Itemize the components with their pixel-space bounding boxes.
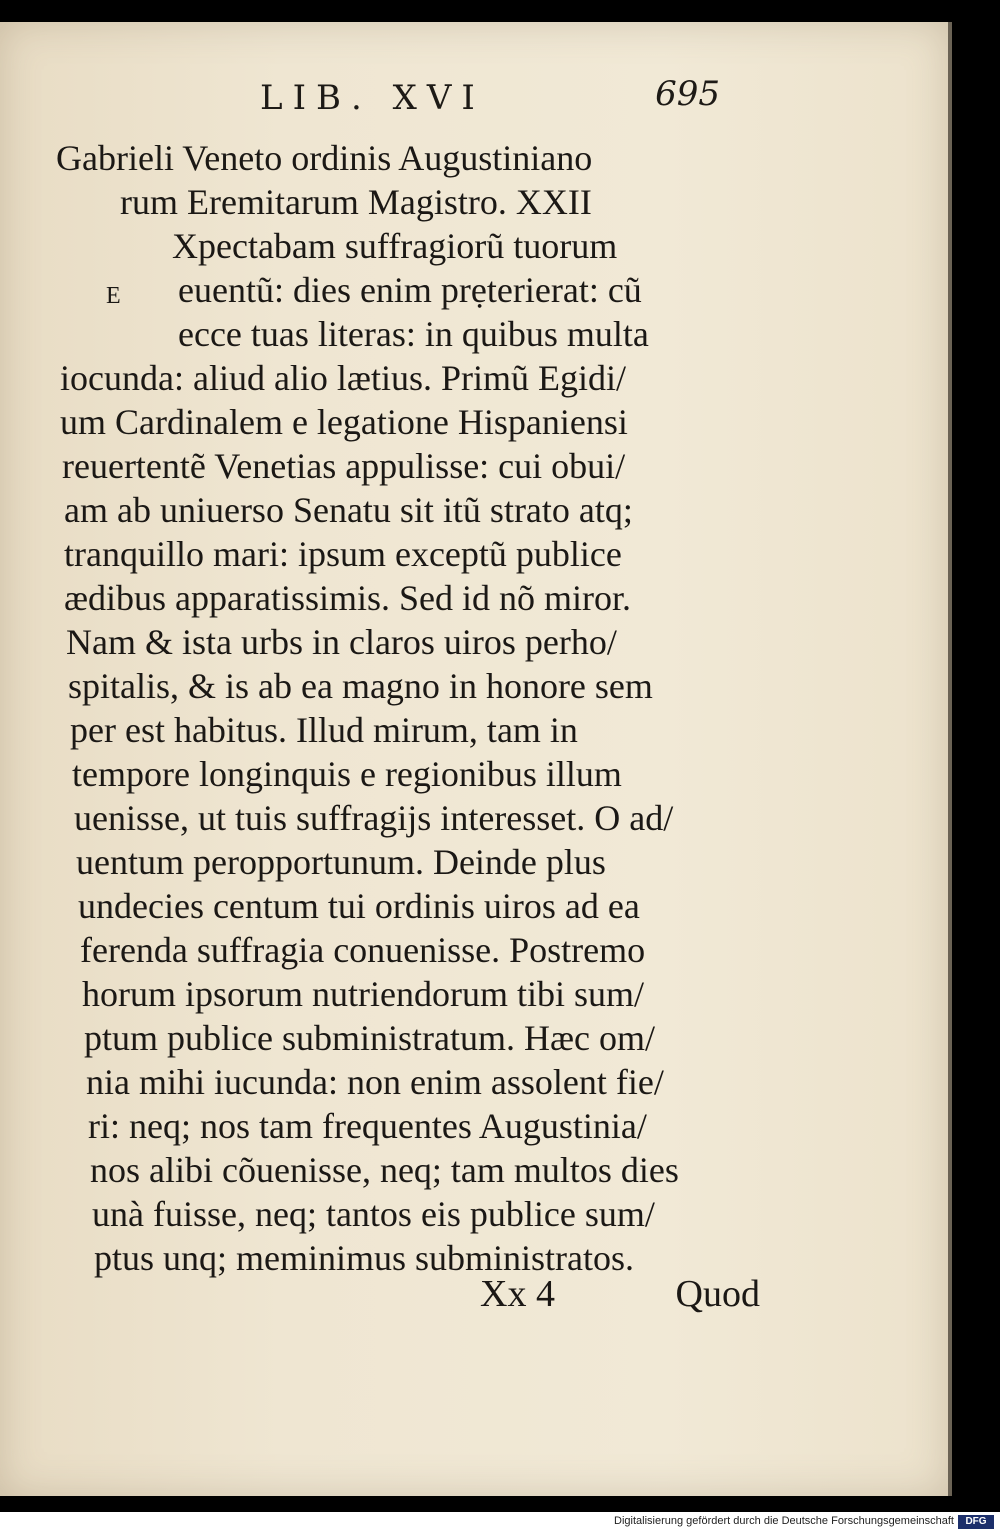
text-line: ptum publice subministratum. Hæc om/ <box>84 1018 655 1058</box>
dfg-logo: DFG <box>958 1515 994 1529</box>
text-line: rum Eremitarum Magistro. XXII <box>120 182 592 222</box>
text-line: nos alibi cõuenisse, neq; tam multos dies <box>90 1150 679 1190</box>
text-line: Gabrieli Veneto ordinis Augustiniano <box>56 138 593 178</box>
text-line: ædibus apparatissimis. Sed id nõ miror. <box>64 578 631 618</box>
text-line: ferenda suffragia conuenisse. Postremo <box>80 930 646 970</box>
text-line: ptus unq; meminimus subministratos. <box>94 1238 635 1278</box>
drop-initial-guide-letter: E <box>106 283 121 309</box>
text-line: spitalis, & is ab ea magno in honore sem <box>68 666 653 706</box>
text-line: uenisse, ut tuis suffragijs interesset. O ad/ <box>74 798 674 838</box>
page-header <box>260 74 720 122</box>
text-line: tempore longinquis e regionibus illum <box>72 754 622 794</box>
text-line: tranquillo mari: ipsum exceptũ publice <box>64 534 622 574</box>
text-line: Xpectabam suffragiorũ tuorum <box>172 226 618 266</box>
page-number: 695 <box>655 74 720 114</box>
text-line: undecies centum tui ordinis uiros ad ea <box>78 886 640 926</box>
text-line: ecce tuas literas: in quibus multa <box>178 314 649 354</box>
signature-catchword-line <box>480 1272 760 1322</box>
text-line: horum ipsorum nutriendorum tibi sum/ <box>82 974 644 1014</box>
text-line: per est habitus. Illud mirum, tam in <box>70 710 578 750</box>
footer-credit: Digitalisierung gefördert durch die Deutsche Forschungsgemeinschaft <box>614 1515 954 1527</box>
text-line: unà fuisse, neq; tantos eis publice sum/ <box>92 1194 655 1234</box>
text-line: nia mihi iucunda: non enim assolent fie/ <box>86 1062 664 1102</box>
text-line: ri: neq; nos tam frequentes Augustinia/ <box>88 1106 647 1146</box>
signature-mark: Xx 4 <box>480 1273 555 1315</box>
text-line: euentũ: dies enim prẹterierat: cũ <box>178 270 642 310</box>
text-line: uentum peropportunum. Deinde plus <box>76 842 606 882</box>
catchword: Quod <box>675 1273 760 1315</box>
text-line: iocunda: aliud alio lætius. Primũ Egidi/ <box>60 358 626 398</box>
text-line: reuertentẽ Venetias appulisse: cui obui/ <box>62 446 626 486</box>
text-line: am ab uniuerso Senatu sit itũ strato atq; <box>64 490 633 530</box>
text-line: Nam & ista urbs in claros uiros perho/ <box>66 622 617 662</box>
running-head: LIB. XVI <box>260 78 485 118</box>
digitization-footer <box>0 1512 1000 1532</box>
text-line: um Cardinalem e legatione Hispaniensi <box>60 402 628 442</box>
